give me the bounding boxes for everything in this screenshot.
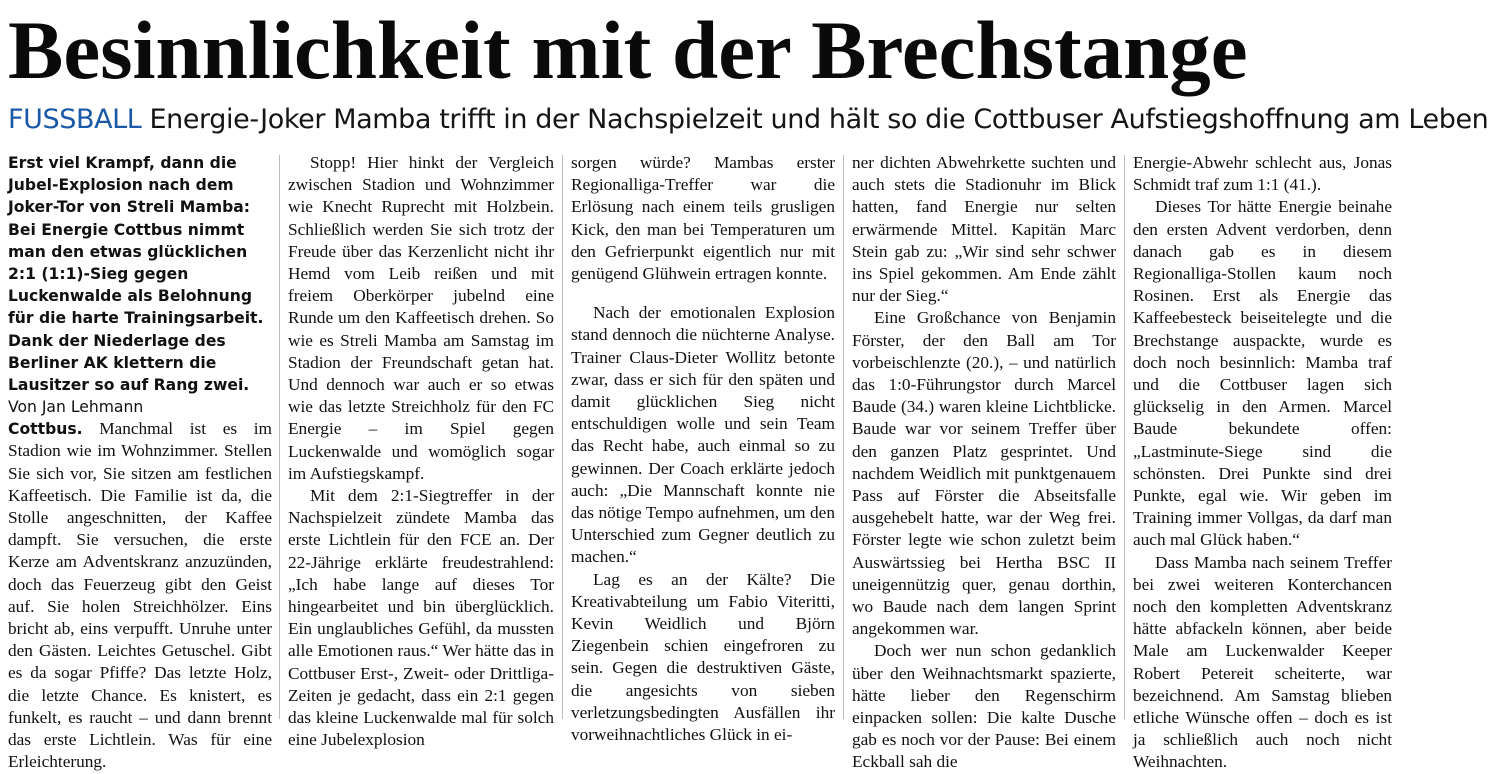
body-paragraph: Stopp! Hier hinkt der Vergleich zwischen Stadion und Wohnzimmer wie Knecht Ruprecht mit Holzbein. Schließlich werden Sie sich trotz der Freude über das Kerzenlicht nicht ihr Hemd vom Leib reißen und mit freiem Oberkörper jubelnd eine Runde um den Kaffeetisch drehen. So wie es Streli Mamba am Samstag im Stadion der Freundschaft getan hat. Und dennoch war auch er so etwas wie das letzte Streichholz für den FC Energie – im Spiel gegen Luckenwalde und womöglich sogar im Aufstiegskampf.: [288, 153, 554, 483]
article-column-3: [571, 152, 835, 745]
body-paragraph: Mit dem 2:1-Siegtreffer in der Nachspielzeit zündete Mamba das erste Lichtlein für den FCE an. Der 22-Jährige erklärte freudestrahlend: „Ich habe lange auf dieses Tor hingearbeitet und bin überglücklich. Ein unglaubliches Gefühl, da mussten alle Emotionen raus.“ Wer hätte das in Cottbuser Erst-, Zweit- oder Drittliga-Zeiten je gedacht, dass ein 2:1 gegen das kleine Luckenwalde mal für solch eine Jubelexplosion: [288, 486, 554, 750]
body-paragraph: Lag es an der Kälte? Die Kreativabteilung um Fabio Viteritti, Kevin Weidlich und Björn Ziegenbein schien eingefroren zu sein. Gegen die destruktiven Gäste, die angesichts von sieben verletzungsbedingten Ausfällen ihr vorweihnachtliches Glück in ei-: [571, 569, 835, 745]
column-divider: [279, 155, 280, 719]
body-text: Manchmal ist es im Stadion wie im Wohnzimmer. Stellen Sie sich vor, Sie sitzen am festlichen Kaffeetisch. Die Familie ist da, die Stolle angeschnitten, der Kaffee dampft. Sie versuchen, die erste Kerze am Adventskranz anzuzünden, doch das Feuerzeug gibt den Geist auf. Sie holen Streichhölzer. Eins bricht ab, eins verpufft. Unruhe unter den Gästen. Leichtes Getuschel. Gibt es da sogar Pfiffe? Das letzte Holz, die letzte Chance. Es knistert, es funkelt, es raucht – und dann brennt das erste Lichtlein. Was für eine Erleichterung.: [8, 419, 272, 772]
dateline: Cottbus.: [8, 420, 83, 439]
article-column-2: [288, 152, 554, 750]
body-paragraph: Eine Großchance von Benjamin Förster, der den Ball am Tor vorbeischlenzte (20.), – und natürlich das 1:0-Führungstor durch Marcel Baude (34.) waren kleine Lichtblicke. Baude war vor seinem Treffer über den ganzen Platz gesprintet. Und nachdem Weidlich mit punktgenauem Pass auf Förster die Abseitsfalle ausgehebelt hatte, war der Weg frei. Förster legte wie schon zuletzt beim Auswärtssieg bei Hertha BSC II uneigennützig quer, genau dorthin, wo Baude nach dem langen Sprint angekommen war.: [852, 308, 1116, 639]
article-column-1: [8, 152, 272, 772]
lead-paragraph: Erst viel Krampf, dann die Jubel-Explosion nach dem Joker-Tor von Streli Mamba: Bei Energie Cottbus nimmt man den etwas glücklichen 2:1 (1:1)-Sieg gegen Luckenwalde als Belohnung für die harte Trainingsarbeit. Dank der Niederlage des Berliner AK klettern die Lausitzer so auf Rang zwei.: [8, 154, 264, 395]
body-paragraph: sorgen würde? Mambas erster Regionalliga-Treffer war die Erlösung nach einem teils grusligen Kick, den man bei Temperaturen um den Gefrierpunkt eigentlich nur mit genügend Glühwein ertragen konnte.: [571, 153, 835, 284]
body-paragraph: Doch wer nun schon gedanklich über den Weihnachtsmarkt spazierte, hätte lieber den Regenschirm einpacken sollen: Die kalte Dusche gab es noch vor der Pause: Bei einem Eckball sah die: [852, 641, 1116, 772]
body-paragraph: [8, 418, 272, 773]
subheadline-text: Energie-Joker Mamba trifft in der Nachspielzeit und hält so die Cottbuser Aufstiegshoffnung am Leben: [149, 104, 1488, 135]
column-divider: [1124, 155, 1125, 719]
column-divider: [562, 155, 563, 719]
article-column-4: [852, 152, 1116, 772]
body-paragraph: Dieses Tor hätte Energie beinahe den ersten Advent verdorben, denn danach gab es in diesem Regionalliga-Stollen kaum noch Rosinen. Erst als Energie das Kaffeebesteck beiseitelegte und die Brechstange auspackte, wurde es doch noch besinnlich: Mamba traf und die Cottbuser lagen sich glückselig in den Armen. Marcel Baude bekundete offen: „Lastminute-Siege sind die schönsten. Drei Punkte sind drei Punkte, egal wie. Wir geben im Training immer Vollgas, da darf man auch mal Glück haben.“: [1133, 197, 1392, 550]
topic-label: FUSSBALL: [8, 104, 142, 135]
article-column-5: [1133, 152, 1392, 772]
headline: Besinnlichkeit mit der Brechstange: [8, 4, 1248, 96]
byline: Von Jan Lehmann: [8, 398, 144, 417]
body-paragraph: ner dichten Abwehrkette suchten und auch stets die Stadionuhr im Blick hatten, fand Energie nur selten erwärmende Mittel. Kapitän Marc Stein gab zu: „Wir sind sehr schwer ins Spiel gekommen. Am Ende zählt nur der Sieg.“: [852, 153, 1116, 306]
body-paragraph: Dass Mamba nach seinem Treffer bei zwei weiteren Konterchancen noch den kompletten Adventskranz hätte abfackeln können, aber beide Male am Luckenwalder Keeper Robert Petereit scheiterte, war bezeichnend. Am Samstag blieben etliche Wünsche offen – doch es ist ja schließlich auch noch nicht Weihnachten.: [1133, 552, 1392, 772]
subheadline: [8, 100, 1488, 140]
body-paragraph: Energie-Abwehr schlecht aus, Jonas Schmidt traf zum 1:1 (41.).: [1133, 153, 1392, 195]
body-paragraph: Nach der emotionalen Explosion stand dennoch die nüchterne Analyse. Trainer Claus-Dieter Wollitz betonte zwar, dass er sich für den späten und damit glücklichen Sieg nicht entschuldigen wolle und sein Team das Recht habe, auch einmal so zu gewinnen. Der Coach erklärte jedoch auch: „Die Mannschaft konnte nie das nötige Tempo aufnehmen, um den Unterschied zum Gegner deutlich zu machen.“: [571, 303, 835, 567]
column-divider: [843, 155, 844, 719]
